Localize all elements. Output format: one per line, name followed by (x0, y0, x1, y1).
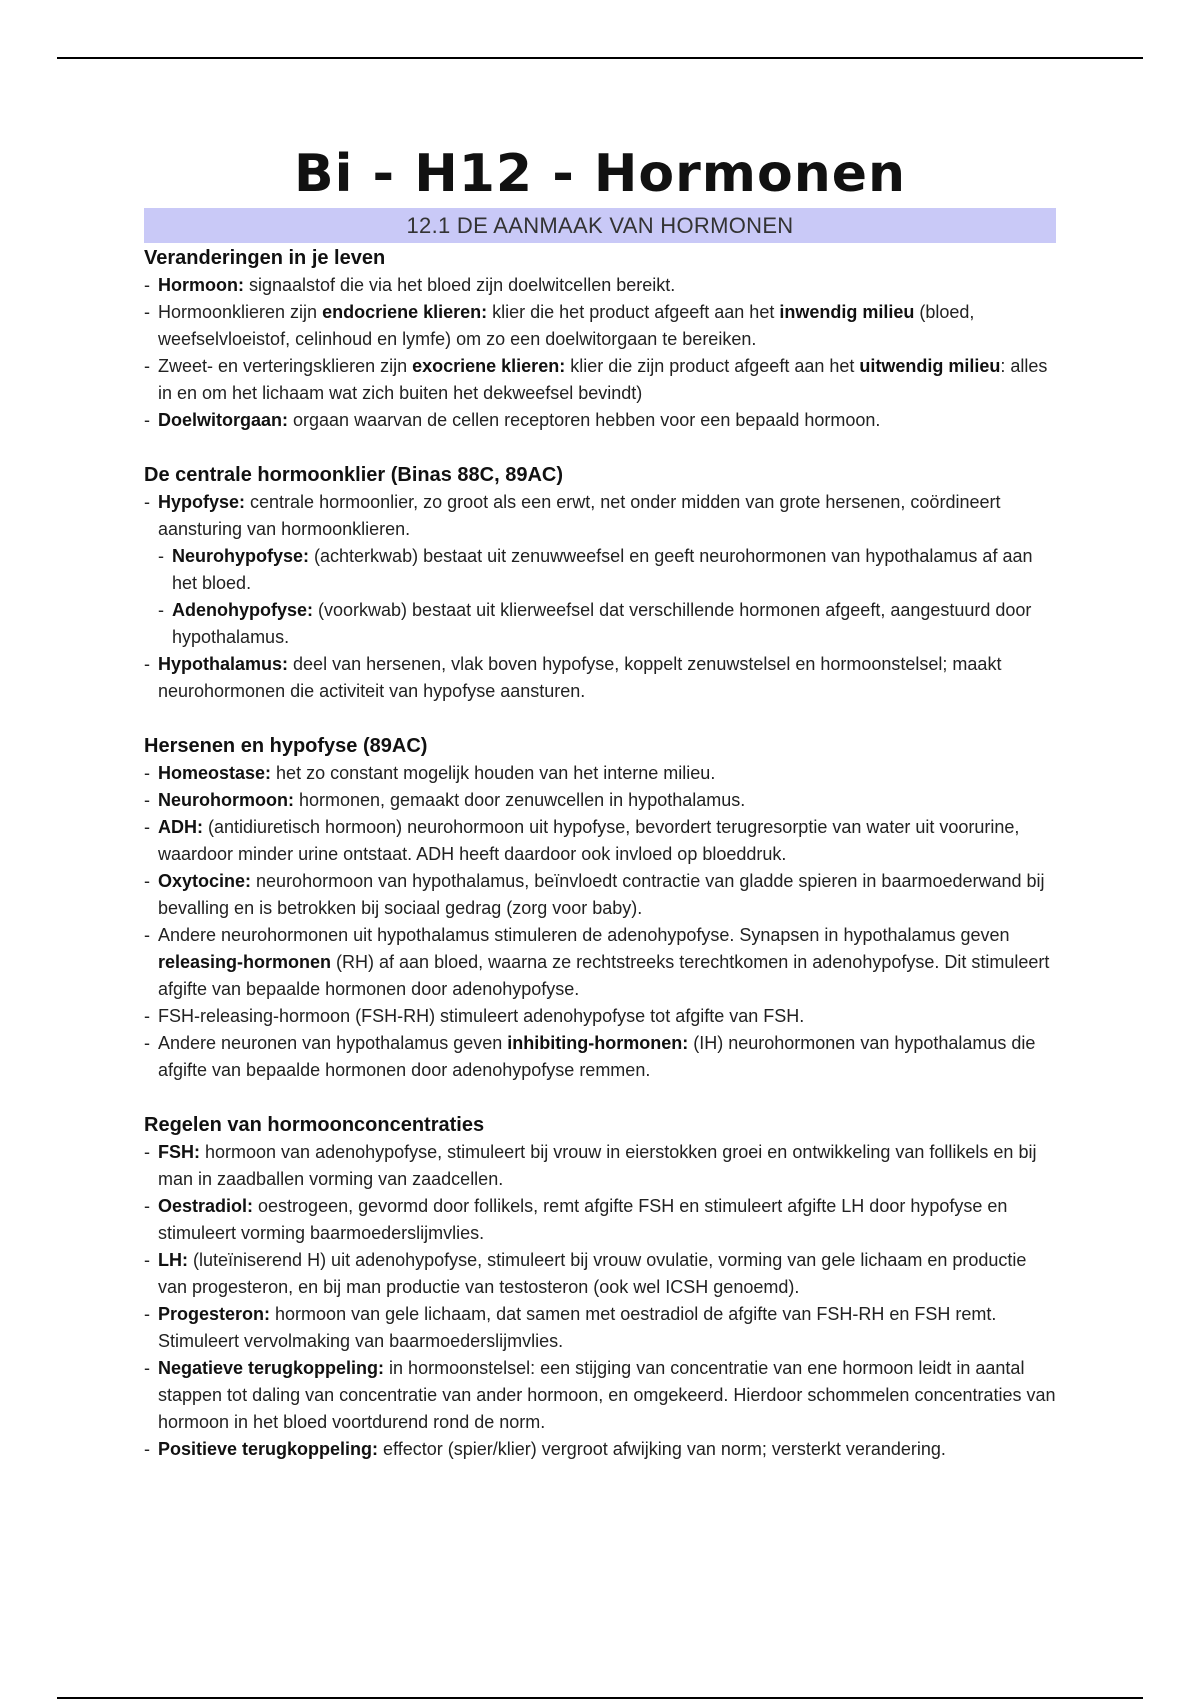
item-text: klier die zijn product afgeeft aan het (565, 356, 860, 376)
term: Hypothalamus: (158, 654, 289, 674)
term: Progesteron: (158, 1304, 271, 1324)
item-text: (RH) af aan bloed, waarna ze rechtstreeks terechtkomen in adenohypofyse. Dit stimuleert afgifte van bepaalde hormonen door adenohypofyse. (158, 952, 1050, 999)
item-text: (luteïniserend H) uit adenohypofyse, stimuleert bij vrouw ovulatie, vorming van gele lichaam en productie van progesteron, en bij man productie van testosteron (ook wel ICSH genoemd). (158, 1250, 1027, 1297)
item-text: (antidiuretisch hormoon) neurohormoon uit hypofyse, bevordert terugresorptie van water uit voorurine, waardoor minder urine ontstaat. ADH heeft daardoor ook invloed op bloeddruk. (158, 817, 1020, 864)
term: Oestradiol: (158, 1196, 254, 1216)
list-item (144, 1301, 1056, 1355)
list-item (144, 1355, 1056, 1436)
list-item (144, 814, 1056, 868)
term: Neurohormoon: (158, 790, 294, 810)
term: Homeostase: (158, 763, 272, 783)
term: Neurohypofyse: (172, 546, 310, 566)
bottom-rule (57, 1697, 1143, 1699)
item-text: effector (spier/klier) vergroot afwijking van norm; versterkt verandering. (378, 1439, 946, 1459)
page-title: Bi - H12 - Hormonen (293, 144, 907, 204)
item-text: Andere neuronen van hypothalamus geven (158, 1033, 508, 1053)
term: releasing-hormonen (158, 952, 332, 972)
term: inhibiting-hormonen: (507, 1033, 689, 1053)
term: inwendig milieu (779, 302, 915, 322)
term: LH: (158, 1250, 188, 1270)
list-item (144, 1193, 1056, 1247)
list-item (144, 272, 1056, 299)
term: FSH: (158, 1142, 200, 1162)
item-text: klier die het product afgeeft aan het (487, 302, 780, 322)
item-text: hormoon van adenohypofyse, stimuleert bij vrouw in eierstokken groei en ontwikkeling van follikels en bij man in zaadballen vorming van zaadcellen. (158, 1142, 1037, 1189)
section-banner: 12.1 DE AANMAAK VAN HORMONEN (144, 208, 1056, 243)
item-text: in hormoonstelsel: een stijging van concentratie van ene hormoon leidt in aantal stappen tot daling van concentratie van ander hormoon, en omgekeerd. Hierdoor schommelen concentraties van hormoon in het bloed voortdurend rond de norm. (158, 1358, 1056, 1432)
list-item (144, 1030, 1056, 1084)
item-text: signaalstof die via het bloed zijn doelwitcellen bereikt. (243, 275, 676, 295)
item-text: : alles in en om het lichaam wat zich buiten het dekweefsel bevindt) (158, 356, 1048, 403)
list-item (144, 787, 1056, 814)
section-heading: Regelen van hormoonconcentraties (144, 1114, 485, 1136)
term: endocriene klieren: (322, 302, 488, 322)
item-text: FSH-releasing-hormoon (FSH-RH) stimuleert adenohypofyse tot afgifte van FSH. (158, 1006, 805, 1026)
item-text: oestrogeen, gevormd door follikels, remt afgifte FSH en stimuleert afgifte LH door hypofyse en stimuleert vorming baarmoederslijmvlies. (158, 1196, 1008, 1243)
list-item (144, 1003, 1056, 1030)
list-item (144, 407, 1056, 434)
list-item (144, 353, 1056, 407)
item-text: neurohormoon van hypothalamus, beïnvloedt contractie van gladde spieren in baarmoederwand bij bevalling en is betrokken bij sociaal gedrag (zorg voor baby). (158, 871, 1045, 918)
term: Hypofyse: (158, 492, 246, 512)
list-item (144, 1247, 1056, 1301)
term: Doelwitorgaan: (158, 410, 289, 430)
item-text: (bloed, weefselvloeistof, celinhoud en lymfe) om zo een doelwitorgaan te bereiken. (158, 302, 975, 349)
sub-list-item (158, 543, 1056, 597)
list-item (144, 1139, 1056, 1193)
section (144, 244, 1056, 434)
item-text: centrale hormoonlier, zo groot als een erwt, net onder midden van grote hersenen, coördineert aansturing van hormoonklieren. (158, 492, 1001, 539)
list-item (144, 299, 1056, 353)
item-text: (achterkwab) bestaat uit zenuwweefsel en geeft neurohormonen van hypothalamus af aan het bloed. (172, 546, 1033, 593)
term: exocriene klieren: (412, 356, 566, 376)
bullet-list (144, 1139, 1056, 1463)
item-text: Hormoonklieren zijn (158, 302, 323, 322)
item-text: hormonen, gemaakt door zenuwcellen in hypothalamus. (293, 790, 746, 810)
bullet-list (144, 489, 1056, 705)
bullet-list (144, 272, 1056, 434)
term: Hormoon: (158, 275, 244, 295)
section (144, 461, 1056, 705)
item-text: orgaan waarvan de cellen receptoren hebben voor een bepaald hormoon. (288, 410, 881, 430)
top-rule (57, 57, 1143, 59)
sections-container (144, 244, 1056, 1463)
list-item (144, 922, 1056, 1003)
term: Oxytocine: (158, 871, 252, 891)
list-item (144, 489, 1056, 543)
item-text: het zo constant mogelijk houden van het interne milieu. (271, 763, 716, 783)
section-heading: Hersenen en hypofyse (89AC) (144, 735, 428, 757)
list-item (144, 868, 1056, 922)
bullet-list (144, 760, 1056, 1084)
section (144, 1111, 1056, 1463)
term: ADH: (158, 817, 203, 837)
item-text: deel van hersenen, vlak boven hypofyse, koppelt zenuwstelsel en hormoonstelsel; maakt neurohormonen die activiteit van hypofyse aansturen. (158, 654, 1002, 701)
item-text: (voorkwab) bestaat uit klierweefsel dat verschillende hormonen afgeeft, aangestuurd door hypothalamus. (172, 600, 1032, 647)
item-text: Andere neurohormonen uit hypothalamus stimuleren de adenohypofyse. Synapsen in hypothalamus geven (158, 925, 1010, 945)
list-item (144, 651, 1056, 705)
list-item (144, 1436, 1056, 1463)
section (144, 732, 1056, 1084)
term: Positieve terugkoppeling: (158, 1439, 379, 1459)
item-text: Zweet- en verteringsklieren zijn (158, 356, 413, 376)
item-text: hormoon van gele lichaam, dat samen met oestradiol de afgifte van FSH-RH en FSH remt. Stimuleert vervolmaking van baarmoederslijmvlies. (158, 1304, 997, 1351)
section-heading: De centrale hormoonklier (Binas 88C, 89AC) (144, 464, 564, 486)
sub-list-item (158, 597, 1056, 651)
term: Negatieve terugkoppeling: (158, 1358, 385, 1378)
page-content (144, 142, 1056, 1463)
section-heading: Veranderingen in je leven (144, 247, 386, 269)
list-item (144, 760, 1056, 787)
term: uitwendig milieu (859, 356, 1001, 376)
term: Adenohypofyse: (172, 600, 314, 620)
item-text: (IH) neurohormonen van hypothalamus die afgifte van bepaalde hormonen door adenohypofyse remmen. (158, 1033, 1036, 1080)
